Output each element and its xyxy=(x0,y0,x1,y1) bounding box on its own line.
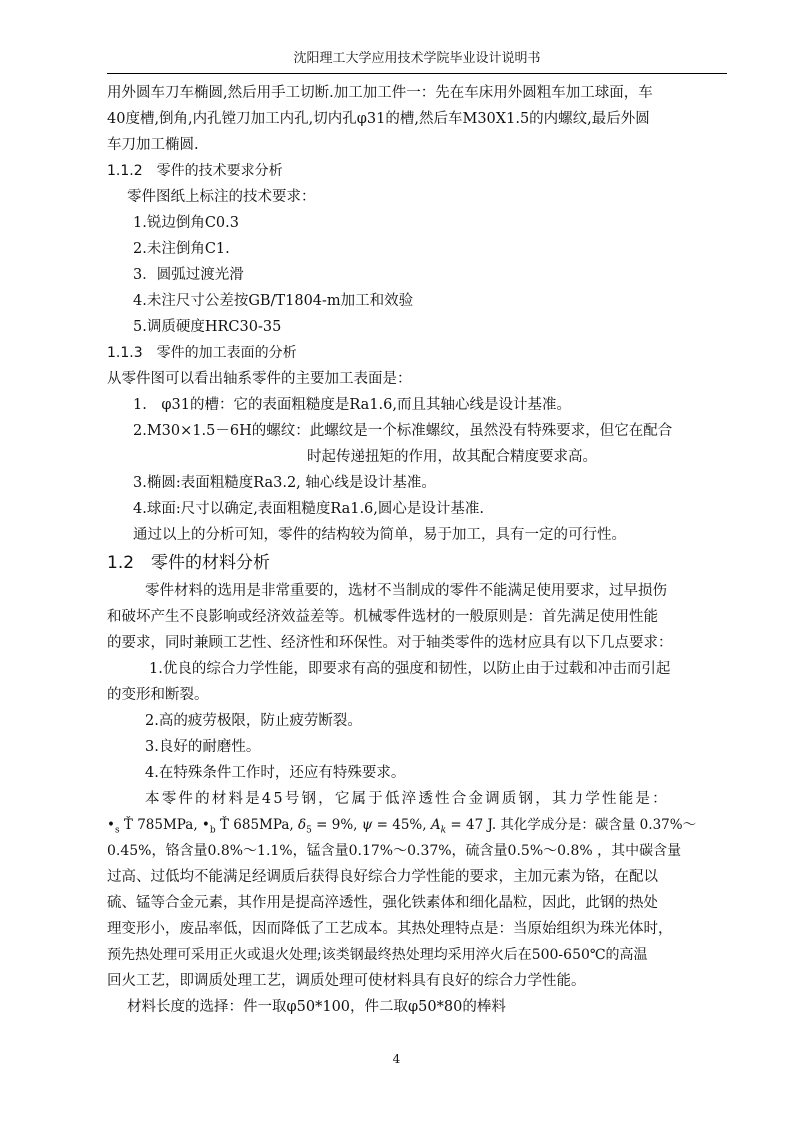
delta-value: = 9%, xyxy=(316,817,358,833)
section-1-1-3-heading: 1.1.3 零件的加工表面的分析 xyxy=(107,345,297,361)
delta-subscript: 5 xyxy=(306,825,312,836)
mechanical-properties-line xyxy=(107,812,729,838)
page-number: 4 xyxy=(392,1052,401,1066)
sigma-s-symbol: • xyxy=(107,817,115,833)
psi-symbol: ψ xyxy=(361,817,373,833)
header-rule xyxy=(107,73,727,75)
ak-value: = 47 J xyxy=(450,817,492,833)
intro-line-1: 用外圆车刀车椭圆,然后用手工切断.加工加工件一：先在车床用外圆粗车加工球面，车 xyxy=(107,85,653,101)
surface-item-3: 3.椭圆:表面粗糙度Ra3.2, 轴心线是设计基准。 xyxy=(133,475,436,491)
sigma-b-value: 685MPa, xyxy=(233,817,294,833)
sigma-b-operator: Ť xyxy=(219,817,229,833)
section-1-2-heading: 1.2 零件的材料分析 xyxy=(107,553,271,573)
chemical-composition-lead: . 其化学成分是：碳含量 0.37%～ xyxy=(491,817,697,833)
surface-item-1: 1. φ31的槽：它的表面粗糙度是Ra1.6,而且其轴心线是设计基准。 xyxy=(133,397,571,413)
material-para-1c: 的要求，同时兼顾工艺性、经济性和环保性。对于轴类零件的选材应具有以下几点要求： xyxy=(107,635,673,651)
section-1-1-2-heading: 1.1.2 零件的技术要求分析 xyxy=(107,163,283,179)
intro-line-3: 车刀加工椭圆. xyxy=(107,137,199,153)
section-1-1-2-lead: 零件图纸上标注的技术要求： xyxy=(127,189,316,205)
psi-value: = 45%, xyxy=(376,817,427,833)
material-req-3: 3.良好的耐磨性。 xyxy=(145,739,261,755)
requirement-item: 5.调质硬度HRC30-35 xyxy=(133,319,282,335)
section-1-1-3-lead: 从零件图可以看出轴系零件的主要加工表面是： xyxy=(107,371,412,387)
requirement-item: 1.锐边倒角C0.3 xyxy=(133,215,239,231)
requirement-item: 3．圆弧过渡光滑 xyxy=(133,267,244,283)
requirement-item: 2.未注倒角C1. xyxy=(133,241,230,257)
surface-item-4: 4.球面:尺寸以确定,表面粗糙度Ra1.6,圆心是设计基准. xyxy=(133,501,485,517)
sigma-b-symbol: • xyxy=(201,817,210,833)
material-para-2d: 过高、过低均不能满足经调质后获得良好综合力学性能的要求，主加元素为铬，在配以 xyxy=(107,869,658,885)
material-para-1a: 零件材料的选用是非常重要的，选材不当制成的零件不能满足使用要求，过早损伤 xyxy=(145,583,667,599)
analysis-conclusion: 通过以上的分析可知，零件的结构较为简单，易于加工，具有一定的可行性。 xyxy=(133,527,626,543)
material-para-1b: 和破坏产生不良影响或经济效益差等。机械零件选材的一般原则是：首先满足使用性能 xyxy=(107,609,658,625)
material-para-2c: 0.45%，铬含量0.8%～1.1%，锰含量0.17%～0.37%，硫含量0.5%～0.8% ，其中碳含量 xyxy=(107,843,682,859)
material-para-2g: 预先热处理可采用正火或退火处理;该类钢最终热处理均采用淬火后在500-650℃的高温 xyxy=(107,947,648,963)
material-para-2a: 本零件的材料是45号钢，它属于低淬透性合金调质钢，其力学性能是： xyxy=(145,791,669,807)
surface-item-2b: 时起传递扭矩的作用，故其配合精度要求高。 xyxy=(307,449,597,465)
sigma-s-operator: Ť xyxy=(123,817,133,833)
material-para-2e: 硫、锰等合金元素，其作用是提高淬透性，强化铁素体和细化晶粒，因此，此钢的热处 xyxy=(107,895,658,911)
material-length-selection: 材料长度的选择：件一取φ50*100，件二取φ50*80的棒料 xyxy=(127,999,506,1015)
material-req-1b: 的变形和断裂。 xyxy=(107,687,209,703)
requirement-item: 4.未注尺寸公差按GB/T1804-m加工和效验 xyxy=(133,293,414,309)
delta-symbol: δ xyxy=(297,817,307,833)
sigma-s-subscript: s xyxy=(114,825,120,836)
ak-subscript: k xyxy=(440,825,447,836)
ak-symbol: A xyxy=(430,817,441,833)
material-req-2: 2.高的疲劳极限，防止疲劳断裂。 xyxy=(145,713,362,729)
material-para-2f: 理变形小，废品率低，因而降低了工艺成本。其热处理特点是：当原始组织为珠光体时， xyxy=(107,921,673,937)
intro-line-2: 40度槽,倒角,内孔镗刀加工内孔,切内孔φ31的槽,然后车M30X1.5的内螺纹,最后外圆 xyxy=(107,111,650,127)
material-req-1a: 1.优良的综合力学性能，即要求有高的强度和韧性，以防止由于过载和冲击而引起 xyxy=(149,661,671,677)
sigma-b-subscript: b xyxy=(209,825,216,836)
sigma-s-value: 785MPa, xyxy=(137,817,198,833)
material-req-4: 4.在特殊条件工作时，还应有特殊要求。 xyxy=(145,765,406,781)
material-para-2h: 回火工艺，即调质处理工艺，调质处理可使材料具有良好的综合力学性能。 xyxy=(107,973,586,989)
page-header: 沈阳理工大学应用技术学院毕业设计说明书 xyxy=(293,51,541,66)
document-body xyxy=(107,80,729,1020)
surface-item-2a: 2.M30×1.5－6H的螺纹：此螺纹是一个标准螺纹，虽然没有特殊要求，但它在配合 xyxy=(133,423,673,439)
